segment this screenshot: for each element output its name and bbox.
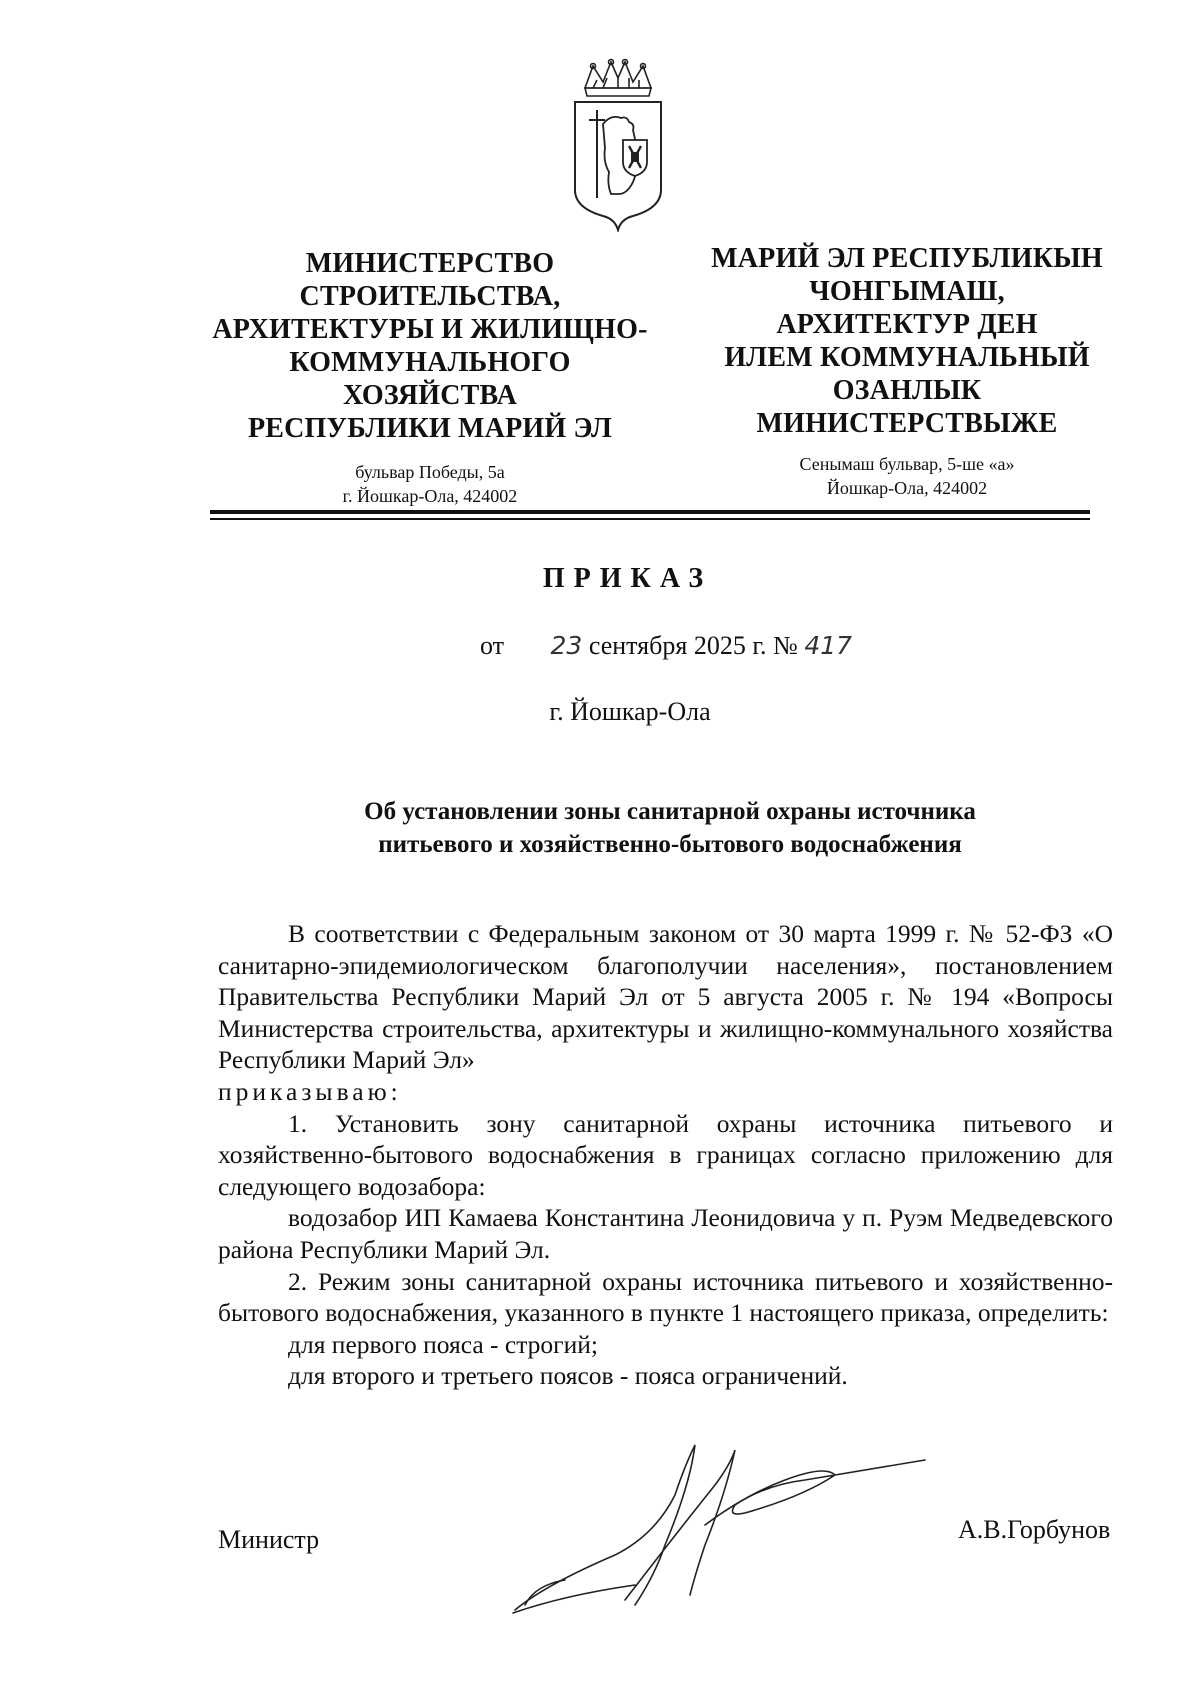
address-line: бульвар Победы, 5а [355,462,505,482]
subject-line: Об установлении зоны санитарной охраны источника [364,798,976,825]
paragraph-item-2: 2. Режим зоны санитарной охраны источника питьевого и хозяйственно-бытового водоснабжения, указанного в пункте 1 настоящего приказа, определить: [218,1266,1113,1328]
header-divider-thick [210,510,1090,514]
subject-line: питьевого и хозяйственно-бытового водоснабжения [378,831,962,858]
paragraph-item-2a: для первого пояса - строгий; [288,1329,599,1359]
date-line [480,631,852,661]
coat-of-arms-emblem [563,58,673,232]
address-line: Сенымаш бульвар, 5-ше «а» [799,454,1015,474]
date-prefix: от [480,631,505,660]
header-divider-thin [210,518,1090,520]
header-right-line: ЧОНГЫМАШ, [809,276,1005,307]
header-left-line: СТРОИТЕЛЬСТВА, [299,281,561,312]
document-body [218,918,1113,1392]
header-right-line: МИНИСТЕРСТВЫЖЕ [756,408,1058,439]
date-rest: сентября 2025 г. № [588,631,798,660]
header-left-line: РЕСПУБЛИКИ МАРИЙ ЭЛ [247,413,613,444]
paragraph-order-word: приказываю: [218,1076,402,1106]
address-line: Йошкар-Ола, 424002 [826,478,988,498]
header-left-line: МИНИСТЕРСТВО [305,248,555,279]
header-left-line: АРХИТЕКТУРЫ И ЖИЛИЩНО- [212,314,648,345]
document-city: г. Йошкар-Ола [549,697,711,726]
document-title: ПРИКАЗ [542,563,713,594]
paragraph-intro: В соответствии с Федеральным законом от 30 марта 1999 г. № 52-ФЗ «О санитарно-эпидемиологическом благополучии населения», постановлением Правительства Республики Марий Эл от 5 августа 2005 г. № 194 «Вопросы Министерства строительства, архитектуры и жилищно-коммунального хозяйства Республики Марий Эл» [218,919,1113,1075]
paragraph-item-1: 1. Установить зону санитарной охраны источника питьевого и хозяйственно-бытового водоснабжения в границах согласно приложению для следующего водозабора: [218,1108,1113,1201]
document-subject [220,795,1120,861]
address-line: г. Йошкар-Ола, 424002 [342,486,518,506]
header-left-line: КОММУНАЛЬНОГО [289,347,571,378]
ministry-name-mari [672,242,1142,440]
signer-role: Министр [218,1525,320,1554]
handwritten-signature [505,1435,945,1620]
ministry-name-russian [195,247,665,445]
header-right-line: ИЛЕМ КОММУНАЛЬНЫЙ [724,342,1090,373]
header-right-line: МАРИЙ ЭЛ РЕСПУБЛИКЫН [711,243,1103,274]
paragraph-item-1a: водозабор ИП Камаева Константина Леонидовича у п. Руэм Медведевского района Республики Марий Эл. [218,1203,1113,1264]
header-right-line: АРХИТЕКТУР ДЕН [776,309,1038,340]
signer-name: А.В.Горбунов [958,1515,1111,1544]
header-left-line: ХОЗЯЙСТВА [342,380,518,411]
date-day-handwritten: 23 [550,631,583,660]
header-right-line: ОЗАНЛЫК [832,375,982,406]
paragraph-item-2b: для второго и третьего поясов - пояса ограничений. [288,1361,848,1391]
address-russian [195,460,665,508]
order-number-handwritten: 417 [804,631,853,660]
address-mari [672,452,1142,500]
